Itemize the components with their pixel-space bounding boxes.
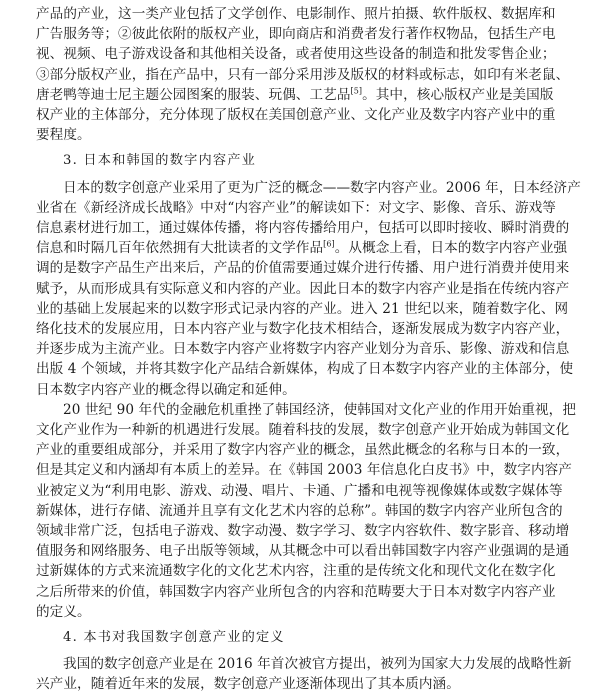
line-text: 兴产业，随着近年来的发展，数字创意产业逐渐体现出了其本质内涵。	[36, 676, 460, 692]
line-text: 权产业的主体部分，充分体现了版权在美国创意产业、文化产业及数字内容产业中的重	[36, 107, 556, 123]
line-text: 20 世纪 90 年代的金融危机重挫了韩国经济，使韩国对文化产业的作用开始重视，把	[63, 402, 577, 418]
section-heading	[63, 149, 256, 173]
line-text: 值服务和网络服务、电子出版等领域，从其概念中可以看出韩国数字内容产业强调的是通	[36, 543, 570, 559]
line-text: 新媒体，进行存储、流通并且享有文化艺术内容的总称”。韩国的数字内容产业所包含的	[36, 503, 563, 519]
line-text: 业的基础上发展起来的以数字形式记录内容的产业。进入 21 世纪以来，随着数字化、网	[36, 301, 569, 317]
line-text: 3. 日本和韩国的数字内容产业	[63, 153, 257, 168]
line-text: 我国的数字创意产业是在 2016 年首次被官方提出，被列为国家大力发展的战略性新	[63, 656, 572, 672]
line-text: ③部分版权产业，指在产品中，只有一部分采用涉及版权的材料或标志，如印有米老鼠、	[36, 67, 570, 83]
line-text: 出版 4 个领域，并将其数字化产品结合新媒体，构成了日本数字内容产业的主体部分，使	[36, 361, 574, 377]
paragraph-line	[36, 123, 91, 147]
line-text: 领域非常广泛，包括电子游戏、数字动漫、数字学习、数字内容软件、数字影音、移动增	[36, 523, 570, 539]
line-text: 。其中，核心版权产业是美国版	[362, 87, 554, 103]
line-text: 日本数字内容产业的概念得以确定和延伸。	[36, 382, 296, 398]
line-text: 产品的产业，这一类产业包括了文学创作、电影制作、照片拍摄、软件版权、数据库和	[36, 6, 556, 22]
line-text: 信息素材进行加工，通过媒体传播，将内容传播给用户，包括可以即时接收、瞬时消费的	[36, 220, 570, 236]
line-text: 唐老鸭等迪士尼主题公园图案的服装、玩偶、工艺品	[36, 87, 351, 103]
line-text: 文化产业作为一种新的机遇进行发展。随着科技的发展，数字创意产业开始成为韩国文化	[36, 422, 570, 438]
line-text: 。从概念上看，日本的数字内容产业强	[334, 240, 568, 256]
line-text: 并逐步成为主流产业。日本数字内容产业将数字内容产业划分为音乐、影像、游戏和信息	[36, 341, 570, 357]
citation-ref: [5]	[350, 86, 363, 96]
line-text: 的定义。	[36, 604, 91, 620]
line-text: 业省在《新经济成长战略》中对“内容产业”的解读如下：对文字、影像、音乐、游戏等	[36, 200, 556, 216]
line-text: 调的是数字产品生产出来后，产品的价值需要通过媒介进行传播、用户进行消费并使用来	[36, 260, 570, 276]
line-text: 视、视频、电子游戏设备和其他相关设备，或者使用这些设备的制造和批发零售企业；	[36, 46, 556, 62]
paragraph-line	[36, 672, 460, 696]
line-text: 广告服务等；②彼此依附的版权产业，即向商店和消费者发行著作权物品，包括生产电	[36, 26, 556, 42]
line-text: 之后所带来的价值，韩国数字内容产业所包含的内容和范畴要大于日本对数字内容产业	[36, 584, 556, 600]
line-text: 4. 本书对我国数字创意产业的定义	[63, 630, 285, 645]
paragraph-line	[36, 600, 91, 624]
citation-ref: [6]	[323, 239, 335, 249]
line-text: 但是其定义和内涵却有本质上的差异。在《韩国 2003 年信息化白皮书》中，数字内容产	[36, 462, 572, 478]
line-text: 信息和时隔几百年依然拥有大批读者的文学作品	[36, 240, 324, 256]
paragraph-line	[36, 580, 556, 604]
section-heading	[63, 626, 285, 650]
line-text: 业被定义为“利用电影、游戏、动漫、唱片、卡通、广播和电视等视像媒体或数字媒体等	[36, 483, 563, 499]
line-text: 日本的数字创意产业采用了更为广泛的概念——数字内容产业。2006 年，日本经济产	[63, 180, 581, 196]
line-text: 过新媒体的方式来流通数字化的文化艺术内容，注重的是传统文化和现代文化在数字化	[36, 563, 556, 579]
line-text: 赋予，从而形成具有实际意义和内容的产业。因此日本的数字内容产业是指在传统内容产	[36, 281, 570, 297]
line-text: 络化技术的发展应用，日本内容产业与数字化技术相结合，逐渐发展成为数字内容产业，	[36, 321, 570, 337]
paragraph-line	[36, 103, 556, 127]
line-text: 要程度。	[36, 127, 91, 143]
line-text: 产业的重要组成部分，并采用了数字内容产业的概念，虽然此概念的名称与日本的一致，	[36, 442, 570, 458]
